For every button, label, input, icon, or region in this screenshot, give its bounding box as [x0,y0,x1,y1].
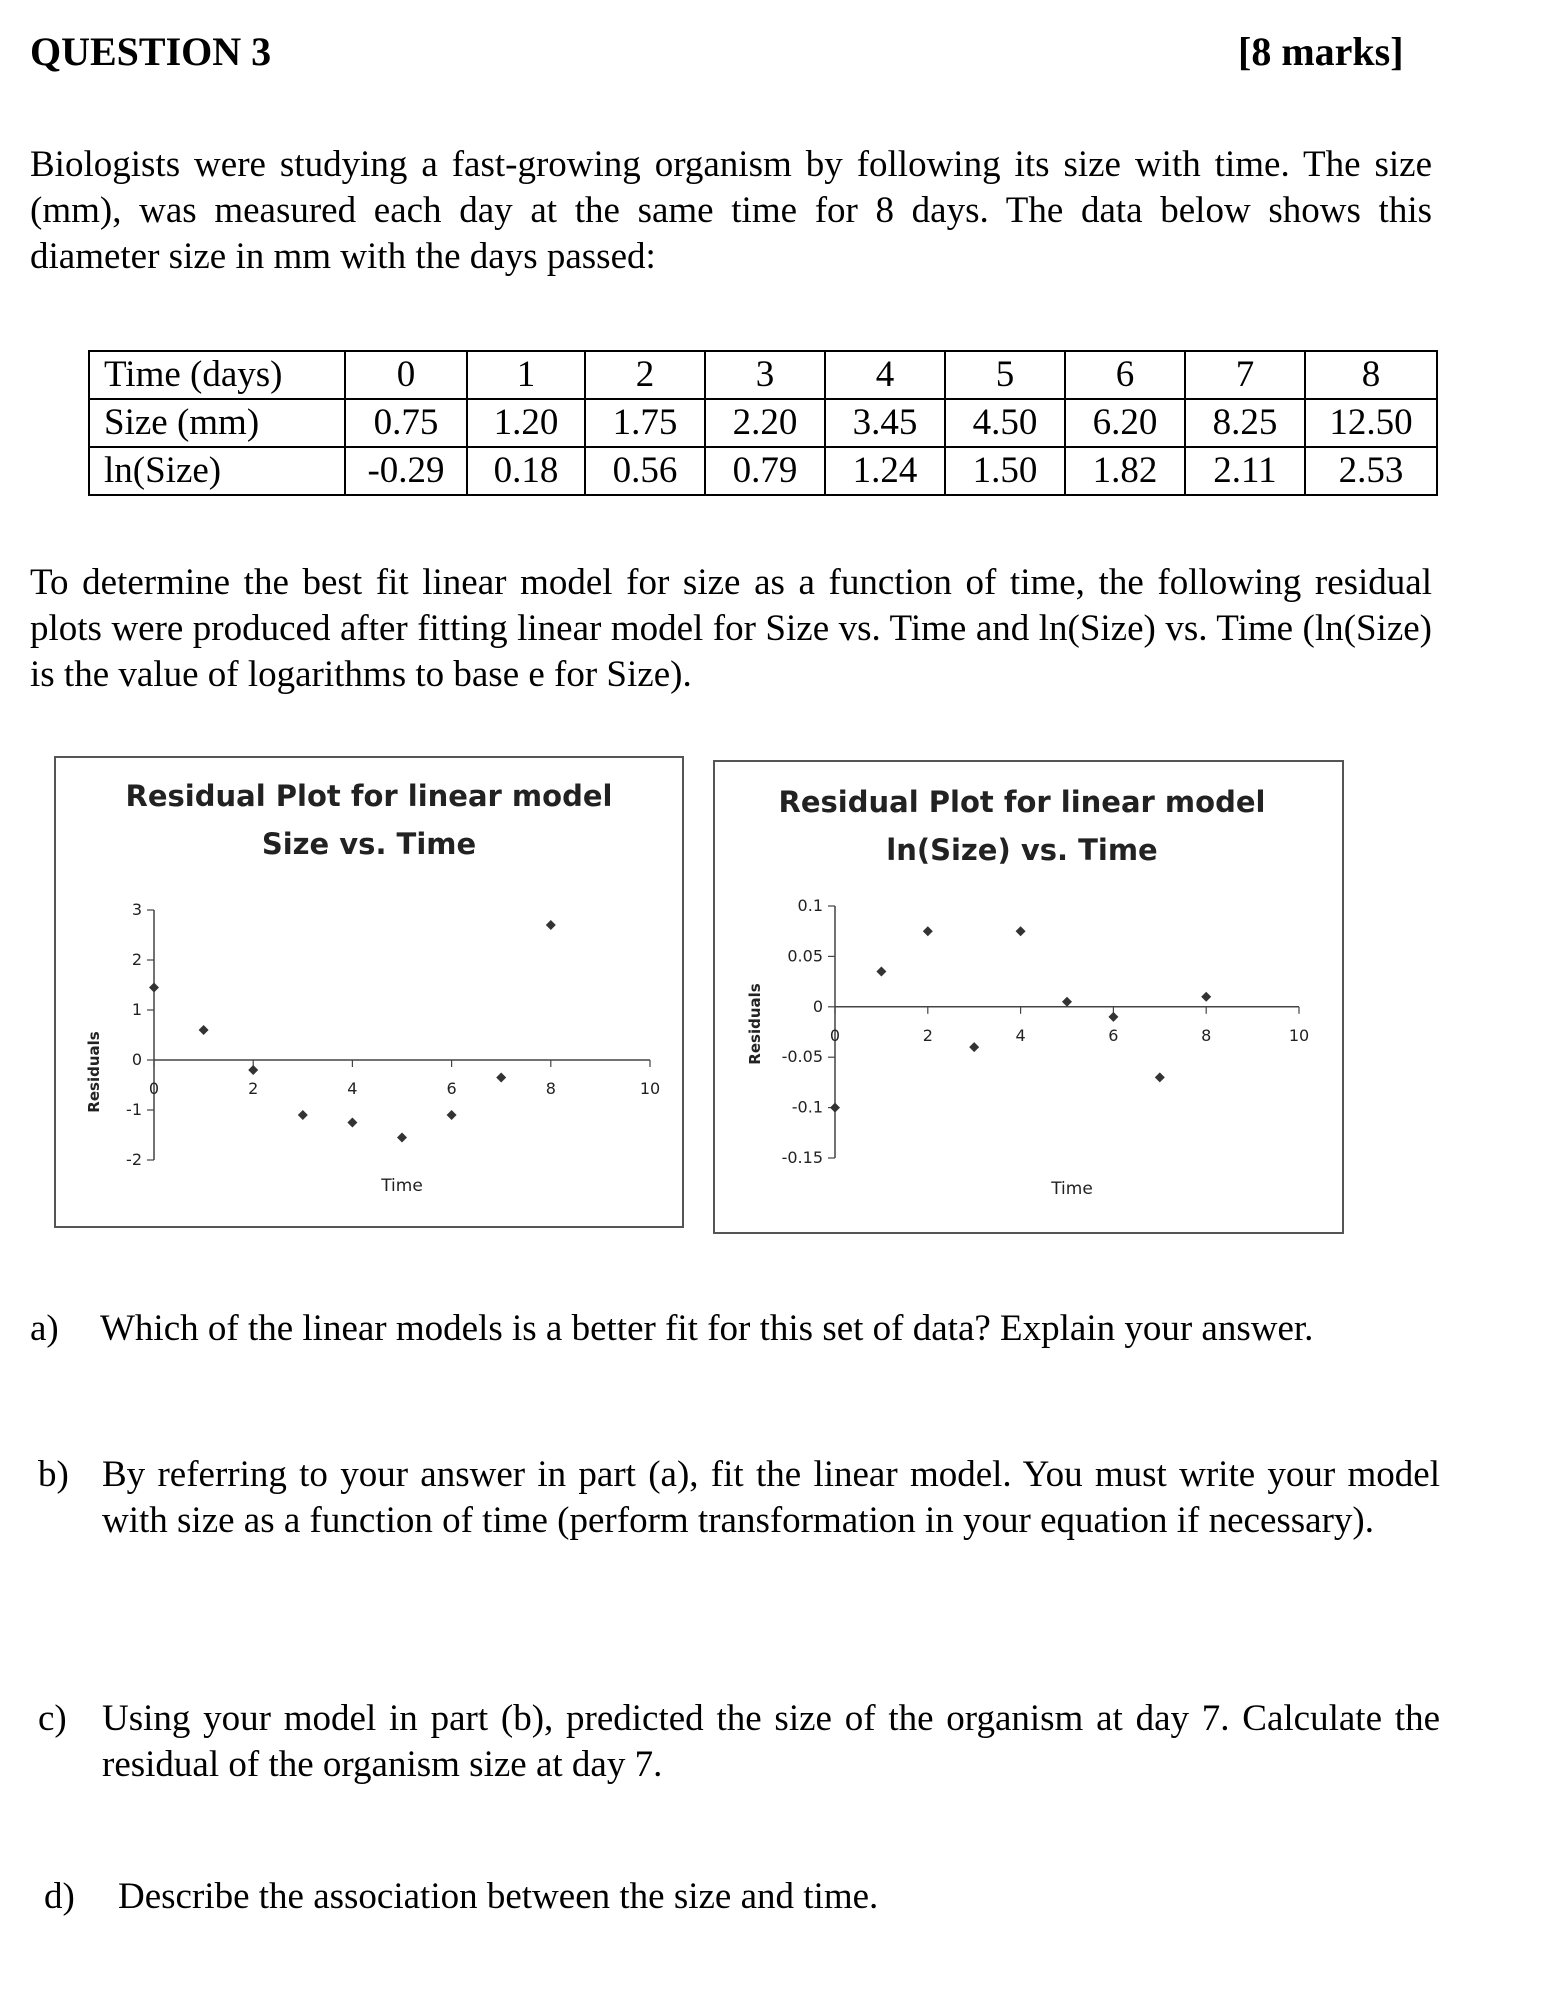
x-tick-labels [149,1079,660,1098]
y-tick-label: 2 [131,950,142,969]
question-b [38,1452,1448,1592]
description-paragraph: To determine the best fit linear model for size as a function of time, the following residual plots were produced after fitting linear model for Size vs. Time and ln(Size) vs. Time (ln(Size) is the value of logarithms to base e for Size). [30,562,1432,695]
table-cell: 0.79 [705,447,825,495]
y-tick-label: 0.1 [797,896,823,915]
x-tick-label: 6 [1108,1025,1119,1045]
data-point [298,1110,308,1120]
table-cell: 5 [945,351,1065,399]
question-b-label: b) [38,1454,69,1495]
table-cell: 2 [585,351,705,399]
data-point [830,1103,840,1113]
y-tick-label: 1 [131,1000,142,1019]
data-point [1108,1012,1118,1022]
x-tick-label: 8 [545,1079,556,1098]
table-cell: -0.29 [345,447,467,495]
x-tick-label: 2 [922,1025,933,1045]
question-c-label: c) [38,1698,67,1739]
table-row [89,351,1437,399]
question-c [38,1696,1448,1788]
data-point [546,920,556,930]
question-d-text: Describe the association between the size and time. [118,1876,879,1917]
row-label-time: Time (days) [89,351,345,399]
table-cell: 6 [1065,351,1185,399]
question-a-label: a) [30,1308,59,1349]
question-b-text: By referring to your answer in part (a), fit the linear model. You must write your model with size as a function of time (perform transformation in your equation if necessary). [102,1454,1440,1541]
x-tick-label: 0 [148,1079,160,1098]
chart-title: Residual Plot for linear model [778,785,1266,819]
question-c-text: Using your model in part (b), predicted the size of the organism at day 7. Calculate the residual of the organism size at day 7. [102,1698,1440,1785]
data-point [149,983,159,993]
x-axis-label: Time [1051,1179,1093,1199]
data-point [397,1133,407,1143]
table-cell: 0.18 [467,447,585,495]
question-d-label: d) [44,1876,75,1917]
table-cell: 2.11 [1185,447,1305,495]
chart-title: Residual Plot for linear model [125,779,613,813]
table-cell: 2.53 [1305,447,1437,495]
x-tick-label: 0 [829,1025,841,1045]
y-tick-label: -1 [126,1100,142,1119]
y-tick-label: -2 [126,1150,142,1169]
data-points [149,920,556,1143]
y-tick-label: -0.15 [781,1148,823,1167]
data-point [447,1110,457,1120]
table-cell: 1.24 [825,447,945,495]
y-axis-label: Residuals [85,1031,103,1113]
x-axis-label: Time [381,1176,423,1196]
table-cell: 12.50 [1305,399,1437,447]
x-tick-label: 2 [248,1079,259,1098]
table-cell: 0.56 [585,447,705,495]
row-label-lnsize: ln(Size) [89,447,345,495]
data-point [199,1025,209,1035]
row-label-size: Size (mm) [89,399,345,447]
data-point [347,1118,357,1128]
table-cell: 4.50 [945,399,1065,447]
chart-axes [828,906,1299,1158]
data-point [1155,1072,1165,1082]
table-cell: 6.20 [1065,399,1185,447]
y-tick-label: -0.1 [791,1097,823,1117]
residual-plot-size [54,756,684,1228]
data-point [1016,926,1026,936]
table-cell: 8.25 [1185,399,1305,447]
table-cell: 0.75 [345,399,467,447]
y-tick-label: 0 [812,996,823,1016]
residual-plot-size-svg [56,758,682,1226]
chart-axes [147,910,650,1160]
table-cell: 1.82 [1065,447,1185,495]
y-tick-label: -0.05 [781,1047,823,1067]
table-cell: 8 [1305,351,1437,399]
intro-paragraph: Biologists were studying a fast-growing organism by following its size with time. The size (mm), was measured each day at the same time for 8 days. The data below shows this diameter size in mm with the days passed: [30,144,1432,277]
data-point [923,926,933,936]
data-points [830,926,1211,1112]
data-point [248,1065,258,1075]
y-tick-label: 0 [131,1050,142,1069]
question-d [44,1874,1244,1920]
x-tick-label: 10 [639,1079,661,1098]
table-row [89,399,1437,447]
table-cell: 7 [1185,351,1305,399]
table-cell: 3.45 [825,399,945,447]
data-point [1201,992,1211,1002]
table-cell: 1 [467,351,585,399]
x-tick-label: 4 [1015,1025,1026,1045]
x-tick-label: 6 [446,1079,457,1098]
table-cell: 3 [705,351,825,399]
table-cell: 4 [825,351,945,399]
y-tick-labels [126,900,142,1169]
question-a [30,1306,1450,1352]
x-tick-label: 10 [1288,1025,1310,1045]
y-tick-labels [782,896,823,1167]
y-axis-label: Residuals [746,983,764,1065]
table-cell: 1.20 [467,399,585,447]
data-point [969,1042,979,1052]
chart-subtitle: ln(Size) vs. Time [886,833,1158,867]
question-a-text: Which of the linear models is a better fit for this set of data? Explain your answer. [100,1308,1314,1349]
table-cell: 0 [345,351,467,399]
x-tick-label: 4 [347,1079,358,1098]
x-tick-label: 8 [1201,1025,1212,1045]
table-cell: 2.20 [705,399,825,447]
table-row [89,447,1437,495]
data-table [88,350,1438,496]
data-point [876,967,886,977]
table-cell: 1.75 [585,399,705,447]
y-tick-label: 0.05 [787,946,823,966]
data-point [496,1073,506,1083]
residual-plot-lnsize-svg [715,762,1342,1232]
chart-subtitle: Size vs. Time [261,827,477,861]
table-cell: 1.50 [945,447,1065,495]
x-tick-labels [830,1026,1309,1045]
residual-plot-lnsize [713,760,1344,1234]
y-tick-label: 3 [131,900,142,919]
question-marks: [8 marks] [1238,29,1404,74]
data-point [1062,997,1072,1007]
question-title: QUESTION 3 [30,29,272,74]
